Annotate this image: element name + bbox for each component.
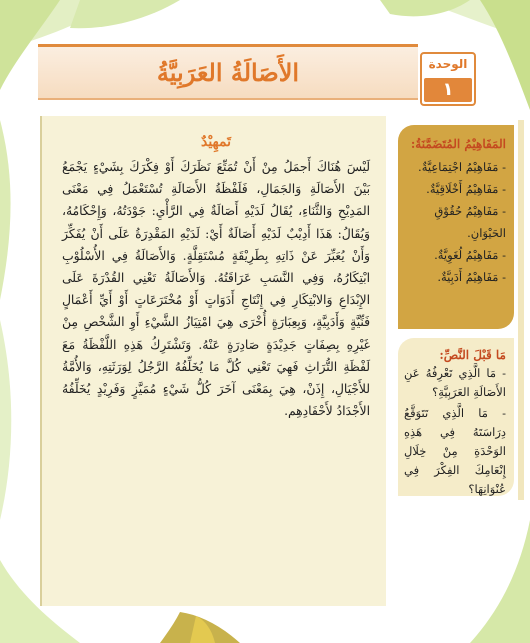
concept-item: - مَفَاهِيْمُ أَدَبِيَّةٌ. bbox=[437, 270, 506, 284]
unit-title: الأَصَالَةُ العَرَبِيَّةُ bbox=[156, 57, 300, 87]
unit-badge bbox=[420, 52, 476, 106]
before-text-section bbox=[398, 338, 514, 496]
unit-label: الوحدة bbox=[428, 57, 468, 71]
concept-item: - مَفَاهِيْمُ حُقُوْقِ الحَيْوَانِ. bbox=[434, 204, 506, 240]
concept-item: - مَفَاهِيْمُ اجْتِمَاعِيَّةٌ. bbox=[418, 160, 506, 174]
concepts-title: المَفَاهِيْمُ المُتَضَمَّنَةُ: bbox=[410, 137, 506, 151]
side-divider bbox=[518, 120, 524, 500]
unit-number: ١ bbox=[424, 78, 472, 102]
concepts-list bbox=[404, 156, 506, 288]
before-question-2: - مَا الَّذِي تَتَوَقَّعُ دِرَاسَتَهُ فِي هَذِهِ الوَحْدَةِ مِنْ خِلَالِ إِنْعَامِكَ الفِكْرَ فِي عُنْوَانِهَا؟ bbox=[404, 406, 506, 496]
before-question-1: - مَا الَّذِي تَعْرِفُهُ عَنِ الأَصَالَةِ العَرَبِيَّةِ؟ bbox=[404, 366, 506, 399]
intro-section bbox=[40, 116, 386, 606]
before-text-title: مَا قَبْلَ النَّصِّ: bbox=[439, 348, 506, 362]
concept-item: - مَفَاهِيْمُ لُغَوِيَّةٌ. bbox=[434, 248, 506, 262]
concept-item: - مَفَاهِيْمُ أَخْلَاقِيَّةٌ. bbox=[426, 182, 506, 196]
concepts-section bbox=[398, 125, 514, 329]
intro-text: لَيْسَ هُنَاكَ أَجمَلُ مِنْ أَنْ تُمَتِّعَ نَظَرَكَ أَوْ فِكْرَكَ بِشَيْءٍ يَجْمَعُ بَيْنَ الأَصَالَةِ وَالجَمَالِ، فَلَفْظَةُ الأَصَالَةِ تُسْتَعْمَلُ فِي مَعْنَى المَدِيْحِ وَالثَّنَاءِ، يُقَالُ لَدَيْهِ أَصَالَةٌ فِي الرَّأْيِ: جَوْدَتُهُ، وَإِحْكَامُهُ، وَيُقَالُ: هَذَا أَدِيْبٌ لَدَيْهِ أَصَالَةٌ أَيْ: لَدَيْهِ المَقْدِرَةُ عَلَى أَنْ يُفَكِّرَ وَأَنْ يُعَبِّرَ عَنْ ذَاتِهِ بِطَرِيْقَةٍ مُسْتَقِلَّةٍ. وَالأَصَالَةُ فِي الأُسْلُوْبِ ابْتِكَارُهُ، وَفِي النَّسَبِ عَرَاقَتُهُ. وَالأَصَالَةُ تَعْنِي القُدْرَةَ عَلَى الإِبْدَاعِ وَالابْتِكَارِ فِي إِنْتَاجِ أَدَوَاتٍ أَوْ مُخْتَرَعَاتٍ أَوْ أَيِّ أَعْمَالٍ فَنِّيَّةٍ وَأَدَبِيَّةٍ، وَبِعِبَارَةٍ أُخْرَى هِيَ امْتِيَازُ الشَّيْءِ أَوِ الشَّخْصِ مِنْ غَيْرِهِ بِصِفَاتٍ جَدِيْدَةٍ صَادِرَةٍ عَنْهُ. وَتَشْتَرِكُ هَذِهِ اللَّفْظَةُ مَعَ لَفْظَةِ التُّرَاثِ فَهِيَ تَعْنِي كُلَّ مَا يُخَلِّفُهُ الرَّجُلُ لِوَرَثَتِهِ، وَالأُمَّةُ للأَجْيَالِ، إِذَنْ، هِيَ بِمَعْنَى آخَرَ كُلُّ شَيْءٍ مُمَيَّزٍ وَفَرِيْدٍ يُخَلِّفُهُ الأَجْدَادُ لأَحْفَادِهِم. bbox=[62, 160, 370, 419]
intro-title: تَمهِيْدٌ bbox=[200, 134, 232, 150]
